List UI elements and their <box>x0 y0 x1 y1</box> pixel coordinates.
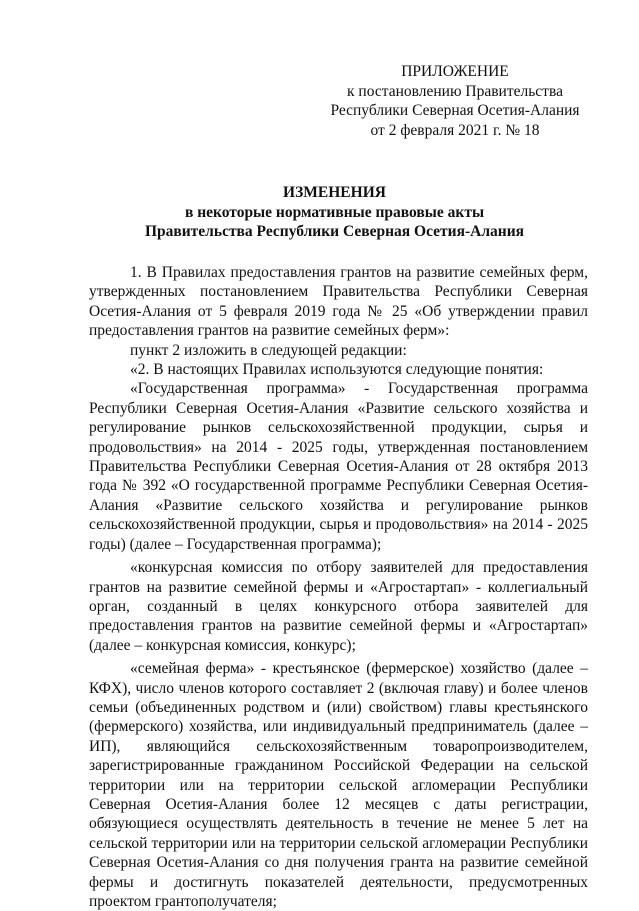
heading-line-1: в некоторые нормативные правовые акты <box>184 203 485 221</box>
heading-line-2: Правительства Республики Северная Осетия-Алания <box>144 223 525 240</box>
paragraph-3: «2. В настоящих Правилах используются следующие понятия: <box>130 361 544 379</box>
paragraph-2: пункт 2 изложить в следующей редакции: <box>130 341 407 359</box>
heading-title: ИЗМЕНЕНИЯ <box>283 184 386 201</box>
paragraph-5: «конкурсная комиссия по отбору заявителей для предоставления грантов на развитие семейной фермы и «Агростартап» - коллегиальный орган, созданный в целях конкурсного отбора заявителей для предоставления грантов на развитие семейной фермы и «Агростартап» (далее – конкурсная комиссия, конкурс); <box>89 559 588 654</box>
paragraph-1: 1. В Правилах предоставления грантов на развитие семейных ферм, утвержденных постановлением Правительства Республики Северная Осетия-Алания от 5 февраля 2019 года № 25 «Об утверждении правил предоставления грантов на развитие семейных ферм»: <box>89 264 588 340</box>
appendix-line-2: Республики Северная Осетия-Алания <box>330 102 580 119</box>
paragraph-6: «семейная ферма» - крестьянское (фермерское) хозяйство (далее – КФХ), число членов которого составляет 2 (включая главу) и более членов семьи (объединенных родством и (или) свойством) главы крестьянского (фермерского) хозяйства, или индивидуальный предприниматель (далее – ИП), являющийся сельскохозяйственным товаропроизводителем, зарегистрированные гражданином Российской Федерации на сельской территории или на территории сельской агломерации Республики Северная Осетия-Алания более 12 месяцев с даты регистрации, обязующиеся осуществлять деятельность в течение не менее 5 лет на сельской территории или на территории сельской агломерации Республики Северная Осетия-Алания со дня получения гранта на развитие семейной фермы и достигнуть показателей деятельности, предусмотренных проектом грантополучателя; <box>89 660 588 910</box>
document-body <box>89 263 588 911</box>
paragraph-4: «Государственная программа» - Государственная программа Республики Северная Осетия-Алания «Развитие сельского хозяйства и регулирование рынков сельскохозяйственной продукции, сырья и продовольствия» на 2014 - 2025 годы, утвержденная постановлением Правительства Республики Северная Осетия-Алания от 28 октября 2013 года № 392 «О государственной программе Республики Северная Осетия-Алания «Развитие сельского хозяйства и регулирование рынков сельскохозяйственной продукции, сырья и продовольствия» на 2014 - 2025 годы) (далее – Государственная программа); <box>89 380 588 553</box>
appendix-header <box>320 62 590 140</box>
appendix-line-1: к постановлению Правительства <box>347 82 563 100</box>
appendix-line-3: от 2 февраля 2021 г. № 18 <box>370 121 540 139</box>
document-heading <box>80 183 589 242</box>
appendix-title: ПРИЛОЖЕНИЕ <box>401 63 509 80</box>
